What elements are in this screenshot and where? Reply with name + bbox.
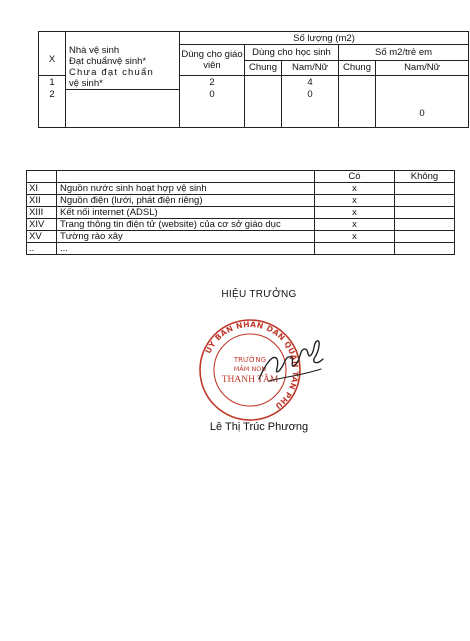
row-label: Kết nối internet (ADSL) bbox=[57, 207, 315, 219]
type-line-1: Nhà vệ sinh bbox=[69, 44, 120, 56]
type-line-3: Chưa đạt chuẩn bbox=[69, 66, 154, 78]
table-row bbox=[27, 219, 455, 231]
sub-namnu-students: Nam/Nữ bbox=[282, 60, 339, 76]
col-type-header bbox=[66, 45, 180, 90]
sanitation-table bbox=[38, 31, 469, 128]
sub-chung-per-child: Chung bbox=[339, 60, 376, 76]
row-label: Nguồn nước sinh hoạt hợp vệ sinh bbox=[57, 183, 315, 195]
stamp-line-3: THANH TÂM bbox=[221, 375, 279, 385]
row-teachers: 0 bbox=[180, 89, 245, 128]
row-no bbox=[395, 207, 455, 219]
row-index: 2 bbox=[39, 89, 66, 128]
row-no bbox=[395, 243, 455, 255]
principal-title: HIỆU TRƯỞNG bbox=[221, 289, 297, 300]
row-yes: x bbox=[315, 207, 395, 219]
quantity-header: Số lượng (m2) bbox=[180, 32, 469, 45]
stamp-line-2: MẦM NON bbox=[233, 365, 267, 373]
row-num: XI bbox=[27, 183, 57, 195]
table-row bbox=[27, 195, 455, 207]
col-no-header: Không bbox=[395, 171, 455, 183]
row-teachers: 2 bbox=[180, 76, 245, 89]
table-row bbox=[27, 231, 455, 243]
col-per-child-header: Số m2/trẻ em bbox=[339, 45, 469, 61]
col-yes-header: Có bbox=[315, 171, 395, 183]
type-line-2: Đạt chuẩnvệ sinh* bbox=[69, 55, 147, 67]
col-teachers-header: Dùng cho giáo viên bbox=[180, 45, 245, 76]
table-row bbox=[27, 207, 455, 219]
row-yes: x bbox=[315, 231, 395, 243]
row-num: XV bbox=[27, 231, 57, 243]
row-label: Trang thông tin điện tử (website) của cơ sở giáo dục bbox=[57, 219, 315, 231]
row-num: XIV bbox=[27, 219, 57, 231]
col-x-header: X bbox=[39, 45, 66, 76]
row-yes bbox=[315, 243, 395, 255]
row-label: Tường rào xây bbox=[57, 231, 315, 243]
row-yes: x bbox=[315, 183, 395, 195]
row-per-child-namnu: 0 bbox=[376, 89, 469, 128]
row-num: XII bbox=[27, 195, 57, 207]
signature-scribble bbox=[255, 335, 325, 385]
row-per-child-namnu bbox=[376, 76, 469, 89]
row-no bbox=[395, 231, 455, 243]
principal-name: Lê Thị Trúc Phương bbox=[209, 421, 309, 433]
table-row bbox=[27, 243, 455, 255]
type-line-4: vệ sinh* bbox=[69, 77, 103, 89]
stamp-ring-text: ỦY BAN NHÂN DÂN QUẬN TÂN PHÚ bbox=[203, 319, 301, 411]
row-no bbox=[395, 219, 455, 231]
col-students-header: Dùng cho học sinh bbox=[245, 45, 339, 61]
sub-namnu-per-child: Nam/Nữ bbox=[376, 60, 469, 76]
row-label: Nguồn điện (lưới, phát điện riêng) bbox=[57, 195, 315, 207]
infrastructure-table bbox=[26, 170, 455, 255]
table-row bbox=[27, 183, 455, 195]
stamp-line-1: TRƯỜNG bbox=[233, 356, 267, 364]
table-row bbox=[39, 89, 469, 128]
row-index: 1 bbox=[39, 76, 66, 89]
row-yes: x bbox=[315, 195, 395, 207]
row-students-namnu: 4 bbox=[282, 76, 339, 89]
row-yes: x bbox=[315, 219, 395, 231]
row-label: ... bbox=[57, 243, 315, 255]
row-num: XIII bbox=[27, 207, 57, 219]
sub-chung-students: Chung bbox=[245, 60, 282, 76]
row-num: .. bbox=[27, 243, 57, 255]
row-no bbox=[395, 195, 455, 207]
row-students-namnu: 0 bbox=[282, 89, 339, 128]
row-no bbox=[395, 183, 455, 195]
